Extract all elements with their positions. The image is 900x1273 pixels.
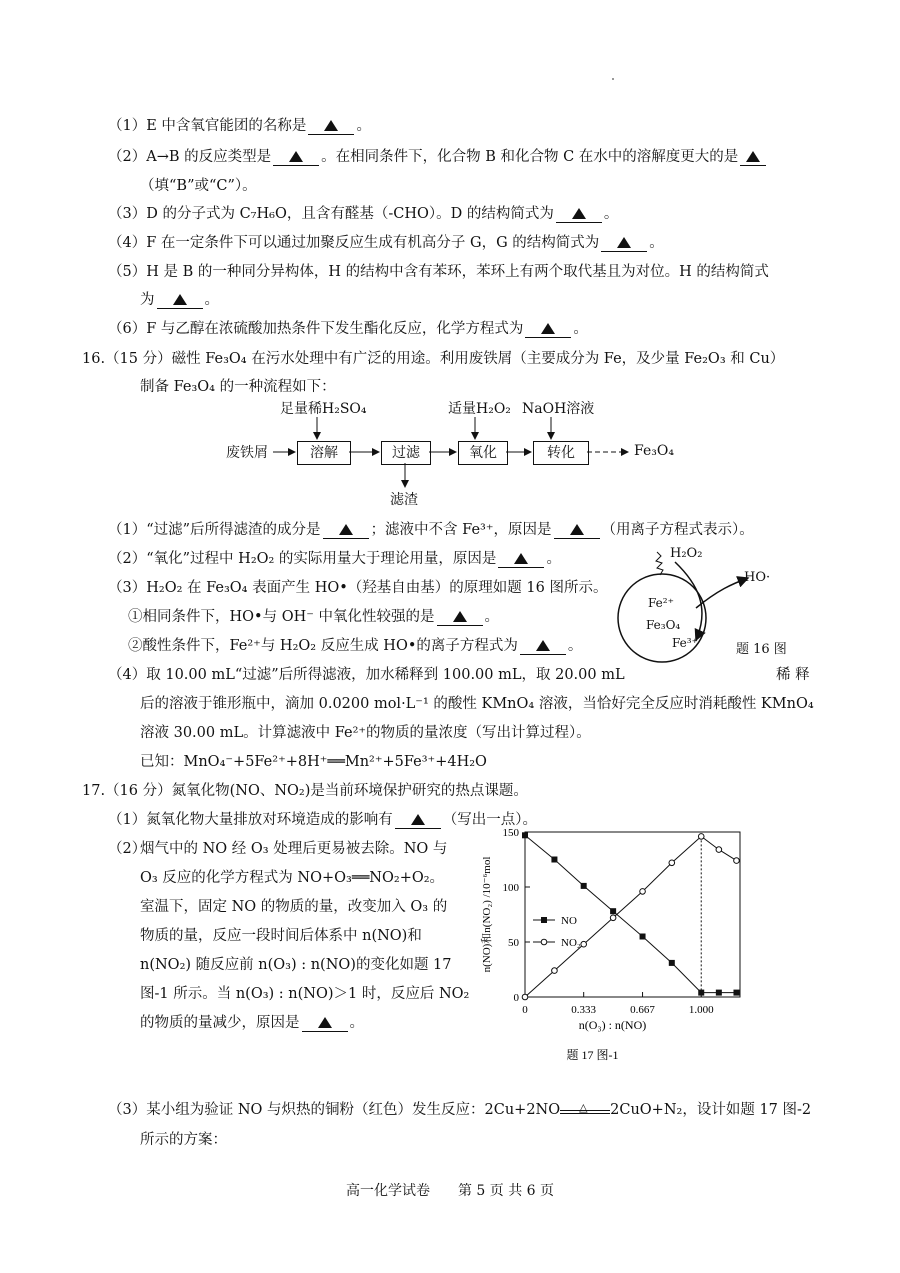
blank-triangle-icon: [289, 151, 303, 162]
part-number: （2）: [108, 149, 147, 165]
blank-triangle-icon: [514, 553, 528, 564]
question-text: H₂O₂ 在 Fe₃O₄ 表面产生 HO•（羟基自由基）的原理如题 16 图所示。: [146, 580, 608, 596]
q16-part4: [108, 663, 625, 684]
fig16-fe2-label: Fe²⁺: [648, 596, 674, 610]
q17-heading: 17.（16 分）氮氧化物(NO、NO₂)是当前环境保护研究的热点课题。: [82, 783, 528, 799]
figure-16: [600, 538, 820, 668]
data-point-no2: [640, 889, 646, 895]
part-number: （1）: [108, 118, 147, 134]
flow-reagent-h2o2: 适量H₂O₂: [448, 401, 511, 417]
q17-part2-num: （2）: [108, 841, 147, 857]
q16-part3-sub2: ②酸性条件下，Fe²⁺与 H₂O₂ 反应生成 HO•的离子方程式为 。: [128, 638, 583, 654]
question-text: ②酸性条件下，Fe²⁺与 H₂O₂ 反应生成 HO•的离子方程式为: [128, 638, 518, 654]
q16-part2: [108, 547, 561, 568]
data-point-no2: [698, 834, 704, 840]
y-tick-label: 50: [508, 937, 519, 949]
chart-caption: 题 17 图-1: [566, 1048, 619, 1062]
data-point-no2: [610, 915, 616, 921]
question-text: 某小组为验证 NO 与炽热的铜粉（红色）发生反应：2Cu+2NO: [146, 1102, 561, 1118]
scan-dot: [612, 78, 614, 80]
data-point-no: [581, 883, 587, 889]
fig16-h2o2-label: H₂O₂: [670, 546, 703, 561]
question-text: E 中含氧官能团的名称是: [146, 118, 307, 134]
question-text: “氧化”过程中 H₂O₂ 的实际用量大于理论用量，原因是: [146, 551, 497, 567]
fig16-fe3-label: Fe³⁺: [672, 636, 698, 650]
part-number: （4）: [108, 667, 147, 683]
answer-blank[interactable]: [525, 322, 571, 338]
blank-triangle-icon: [570, 524, 584, 535]
x-axis-label: n(O₃) : n(NO): [578, 1018, 647, 1032]
q16-known-equation: 已知：MnO₄⁻+5Fe²⁺+8H⁺══Mn²⁺+5Fe³⁺+4H₂O: [140, 754, 487, 770]
question-text-mid: ；滤液中不含 Fe³⁺，原因是: [370, 522, 552, 538]
data-point-no2: [669, 860, 675, 866]
part-number: （3）: [108, 1102, 147, 1118]
blank-triangle-icon: [617, 237, 631, 248]
blank-triangle-icon: [572, 208, 586, 219]
part-number: （3）: [108, 206, 147, 222]
data-point-no2: [522, 994, 528, 1000]
part-number: （1）: [108, 522, 147, 538]
question-text: H 是 B 的一种同分异构体，H 的结构中含有苯环，苯环上有两个取代基且为对位。H 的结构简式: [146, 264, 769, 280]
flow-step-filter: 过滤: [381, 441, 431, 465]
legend-marker-no: [541, 917, 547, 923]
q16-heading-line2: 制备 Fe₃O₄ 的一种流程如下：: [140, 379, 336, 395]
y-tick-label: 0: [513, 992, 519, 1004]
q17-part3: [108, 1098, 811, 1119]
data-point-no2: [734, 858, 740, 864]
question-text-tail: （用离子方程式表示）。: [601, 522, 754, 538]
fig16-ho-label: HO·: [744, 570, 771, 585]
punctuation: 。: [546, 551, 561, 567]
data-point-no: [698, 990, 704, 996]
q15-part6: （6）F 与乙醇在浓硫酸加热条件下发生酯化反应，化学方程式为 。: [108, 321, 588, 337]
part-number: （3）: [108, 580, 147, 596]
blank-triangle-icon: [339, 524, 353, 535]
answer-blank[interactable]: [520, 639, 566, 655]
q15-part2: [108, 145, 768, 166]
q16-part1: [108, 518, 754, 539]
legend-label-no: NO: [561, 915, 577, 927]
text-line: n(NO₂) 随反应前 n(O₃) : n(NO)的变化如题 17: [140, 957, 452, 973]
legend-label-no2: NO₂: [561, 937, 581, 949]
text-line: O₃ 反应的化学方程式为 NO+O₃══NO₂+O₂。: [140, 870, 445, 886]
fig16-fe3o4-label: Fe₃O₄: [646, 618, 681, 632]
blank-triangle-icon: [411, 814, 425, 825]
data-point-no2: [552, 968, 558, 974]
text-line-with-blank: 的物质的量减少，原因是 。: [140, 1015, 364, 1031]
data-point-no: [733, 990, 739, 996]
answer-blank[interactable]: [601, 236, 647, 252]
answer-blank[interactable]: [308, 119, 354, 135]
legend-marker-no2: [541, 939, 547, 945]
question-text: 的物质的量减少，原因是: [140, 1015, 300, 1031]
part-number: （2）: [108, 551, 147, 567]
answer-blank[interactable]: [302, 1016, 348, 1032]
q16-part3: [108, 576, 607, 597]
q15-part2-line2: （填“B”或“C”）。: [140, 178, 257, 194]
data-point-no2: [716, 847, 722, 853]
question-text-tail: 2CuO+N₂，设计如题 17 图-2: [610, 1102, 812, 1118]
data-point-no2: [581, 941, 587, 947]
question-text: F 与乙醇在浓硫酸加热条件下发生酯化反应，化学方程式为: [146, 321, 524, 337]
q17-part3-line2: 所示的方案：: [140, 1132, 227, 1148]
y-tick-label: 100: [502, 882, 519, 894]
q15-part4: （4）F 在一定条件下可以通过加聚反应生成有机高分子 G，G 的结构简式为 。: [108, 235, 664, 251]
part-number: （6）: [108, 321, 147, 337]
page-footer: 高一化学试卷 第 5 页 共 6 页: [345, 1183, 555, 1199]
q15-part1: （1）E 中含氧官能团的名称是 。: [108, 118, 371, 134]
figure-17-1-chart: [470, 822, 760, 1067]
q16-heading: 16.（15 分）磁性 Fe₃O₄ 在污水处理中有广泛的用途。利用废铁屑（主要成分为 Fe，及少量 Fe₂O₃ 和 Cu）: [82, 351, 785, 367]
x-tick-label: 0.333: [571, 1004, 597, 1016]
blank-triangle-icon: [173, 294, 187, 305]
chart-svg: [470, 822, 760, 1067]
flow-reagent-naoh: NaOH溶液: [522, 401, 595, 417]
q16-part3-sub1: ①相同条件下，HO•与 OH⁻ 中氧化性较强的是 。: [128, 609, 499, 625]
text-line: 图-1 所示。当 n(O₃) : n(NO)＞1 时，反应后 NO₂: [140, 986, 470, 1002]
q16-part4-line3: 溶液 30.00 mL。计算滤液中 Fe²⁺的物质的量浓度（写出计算过程）。: [140, 725, 591, 741]
flow-product-label: Fe₃O₄: [634, 443, 674, 459]
answer-blank[interactable]: [273, 150, 319, 166]
q16-part4-line2: 后的溶液于锥形瓶中，滴加 0.0200 mol·L⁻¹ 的酸性 KMnO₄ 溶液，当恰好完全反应时消耗酸性 KMnO₄: [140, 696, 814, 712]
y-tick-label: 150: [502, 827, 519, 839]
data-point-no: [716, 990, 722, 996]
answer-blank[interactable]: [395, 813, 441, 829]
flow-step-oxidize: 氧化: [458, 441, 508, 465]
answer-blank[interactable]: [157, 293, 203, 309]
text-line: 室温下，固定 NO 的物质的量，改变加入 O₃ 的: [140, 899, 448, 915]
data-point-no: [610, 908, 616, 914]
question-text: 氮氧化物大量排放对环境造成的影响有: [146, 812, 393, 828]
data-point-no: [522, 832, 528, 838]
answer-blank[interactable]: [498, 552, 544, 568]
q16-part4-tail: 稀 释: [776, 667, 810, 683]
part-number: （4）: [108, 235, 147, 251]
question-text: 为: [140, 292, 155, 308]
data-point-no: [640, 934, 646, 940]
blank-triangle-icon: [453, 611, 467, 622]
answer-blank[interactable]: [556, 207, 602, 223]
q15-part5: [108, 260, 769, 281]
x-tick-label: 1.000: [688, 1004, 714, 1016]
question-text: ①相同条件下，HO•与 OH⁻ 中氧化性较强的是: [128, 609, 435, 625]
question-text-mid: 。在相同条件下，化合物 B 和化合物 C 在水中的溶解度更大的是: [321, 149, 739, 165]
flow-step-dissolve: 溶解: [297, 441, 351, 465]
blank-triangle-icon: [318, 1017, 332, 1028]
question-text: A→B 的反应类型是: [146, 149, 272, 165]
question-text: F 在一定条件下可以通过加聚反应生成有机高分子 G，G 的结构简式为: [146, 235, 600, 251]
text-line: 烟气中的 NO 经 O₃ 处理后更易被去除。NO 与: [140, 841, 448, 857]
figure-16-drawing: [600, 538, 820, 668]
flow-start-label: 废铁屑: [226, 445, 268, 461]
data-point-no: [551, 857, 557, 863]
question-text: 取 10.00 mL“过滤”后所得滤液，加水稀释到 100.00 mL，取 20.00 mL: [146, 667, 625, 683]
blank-triangle-icon: [541, 323, 555, 334]
blank-triangle-icon: [324, 120, 338, 131]
question-text-tail: （写出一点）。: [442, 812, 537, 828]
flow-step-convert: 转化: [533, 441, 589, 465]
flow-reagent-h2so4: 足量稀H₂SO₄: [280, 401, 367, 417]
flow-residue-label: 滤渣: [390, 492, 418, 508]
answer-blank[interactable]: [554, 523, 600, 539]
part-number: （5）: [108, 264, 147, 280]
text-line: 物质的量，反应一段时间后体系中 n(NO)和: [140, 928, 422, 944]
y-axis-label: n(NO)和n(NO₂) /10⁻⁶mol: [481, 856, 493, 973]
answer-blank[interactable]: [740, 150, 766, 166]
fig16-caption: 题 16 图: [736, 642, 787, 657]
part-number: （1）: [108, 812, 147, 828]
answer-blank[interactable]: [437, 610, 483, 626]
blank-triangle-icon: [536, 640, 550, 651]
data-point-no: [669, 960, 675, 966]
q15-part5-line2: 为 。: [140, 292, 219, 308]
q15-part3: （3）D 的分子式为 C₇H₆O，且含有醛基（-CHO）。D 的结构简式为 。: [108, 206, 619, 222]
x-tick-label: 0: [522, 1004, 528, 1016]
heat-symbol: △: [579, 1101, 588, 1114]
x-tick-label: 0.667: [630, 1004, 655, 1016]
question-text: “过滤”后所得滤渣的成分是: [146, 522, 321, 538]
blank-triangle-icon: [746, 151, 760, 162]
answer-blank[interactable]: [323, 523, 369, 539]
question-text: D 的分子式为 C₇H₆O，且含有醛基（-CHO）。D 的结构简式为: [146, 206, 554, 222]
